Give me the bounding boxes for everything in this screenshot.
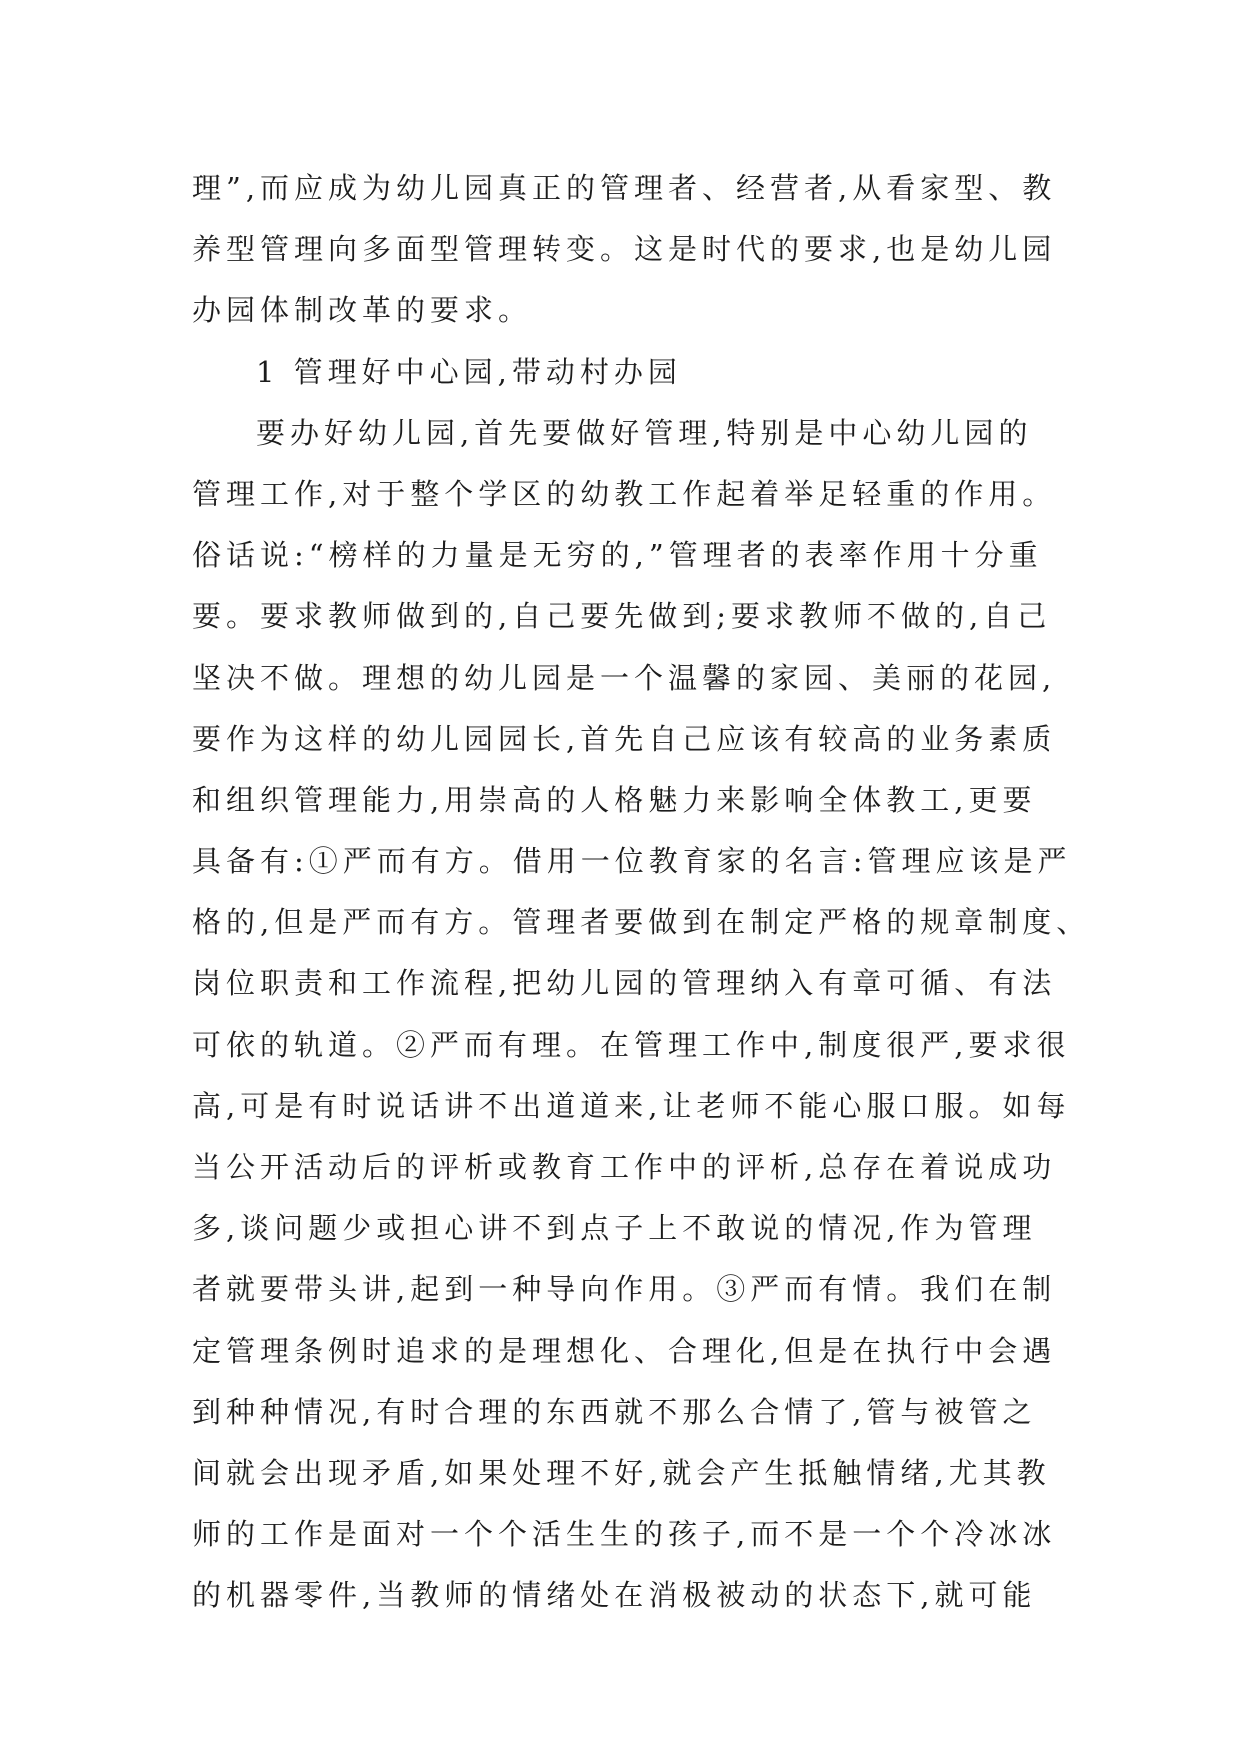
text-line: 和组织管理能力,用崇高的人格魅力来影响全体教工,更要: [192, 782, 1037, 817]
text-line: 多,谈问题少或担心讲不到点子上不敢说的情况,作为管理: [192, 1211, 1037, 1246]
text-line: 要作为这样的幼儿园园长,首先自己应该有较高的业务素质: [192, 721, 1057, 756]
text-line: 办园体制改革的要求。: [192, 293, 533, 328]
body-text: [192, 158, 1091, 1627]
text-line: 当公开活动后的评析或教育工作中的评析,总存在着说成功: [192, 1150, 1057, 1184]
text-line: 养型管理向多面型管理转变。这是时代的要求,也是幼儿园: [192, 232, 1057, 267]
text-line: 师的工作是面对一个个活生生的孩子,而不是一个个冷冰冰: [192, 1517, 1057, 1552]
text-line: 要办好幼儿园,首先要做好管理,特别是中心幼儿园的: [256, 415, 1033, 450]
text-line: 的机器零件,当教师的情绪处在消极被动的状态下,就可能: [192, 1578, 1037, 1613]
text-line: 俗话说:“榜样的力量是无穷的,”管理者的表率作用十分重: [192, 538, 1043, 573]
text-line: 具备有:①严而有方。借用一位教育家的名言:管理应该是严: [192, 844, 1072, 879]
text-line: 要。要求教师做到的,自己要先做到;要求教师不做的,自己: [192, 599, 1052, 634]
text-line: 定管理条例时追求的是理想化、合理化,但是在执行中会遇: [192, 1333, 1057, 1368]
text-line: 可依的轨道。②严而有理。在管理工作中,制度很严,要求很: [192, 1027, 1071, 1062]
text-line: 者就要带头讲,起到一种导向作用。③严而有情。我们在制: [192, 1272, 1057, 1307]
section-heading: 1 管理好中心园,带动村办园: [256, 354, 682, 389]
text-line: 管理工作,对于整个学区的幼教工作起着举足轻重的作用。: [192, 476, 1057, 511]
text-line: 间就会出现矛盾,如果处理不好,就会产生抵触情绪,尤其教: [192, 1455, 1051, 1490]
text-line: 格的,但是严而有方。管理者要做到在制定严格的规章制度、: [192, 905, 1091, 940]
text-line: 理”,而应成为幼儿园真正的管理者、经营者,从看家型、教: [192, 171, 1057, 205]
text-line: 岗位职责和工作流程,把幼儿园的管理纳入有章可循、有法: [192, 966, 1057, 1001]
text-line: 高,可是有时说话讲不出道道来,让老师不能心服口服。如每: [192, 1088, 1071, 1123]
text-line: 到种种情况,有时合理的东西就不那么合情了,管与被管之: [192, 1394, 1037, 1429]
text-line: 坚决不做。理想的幼儿园是一个温馨的家园、美丽的花园,: [192, 660, 1057, 695]
